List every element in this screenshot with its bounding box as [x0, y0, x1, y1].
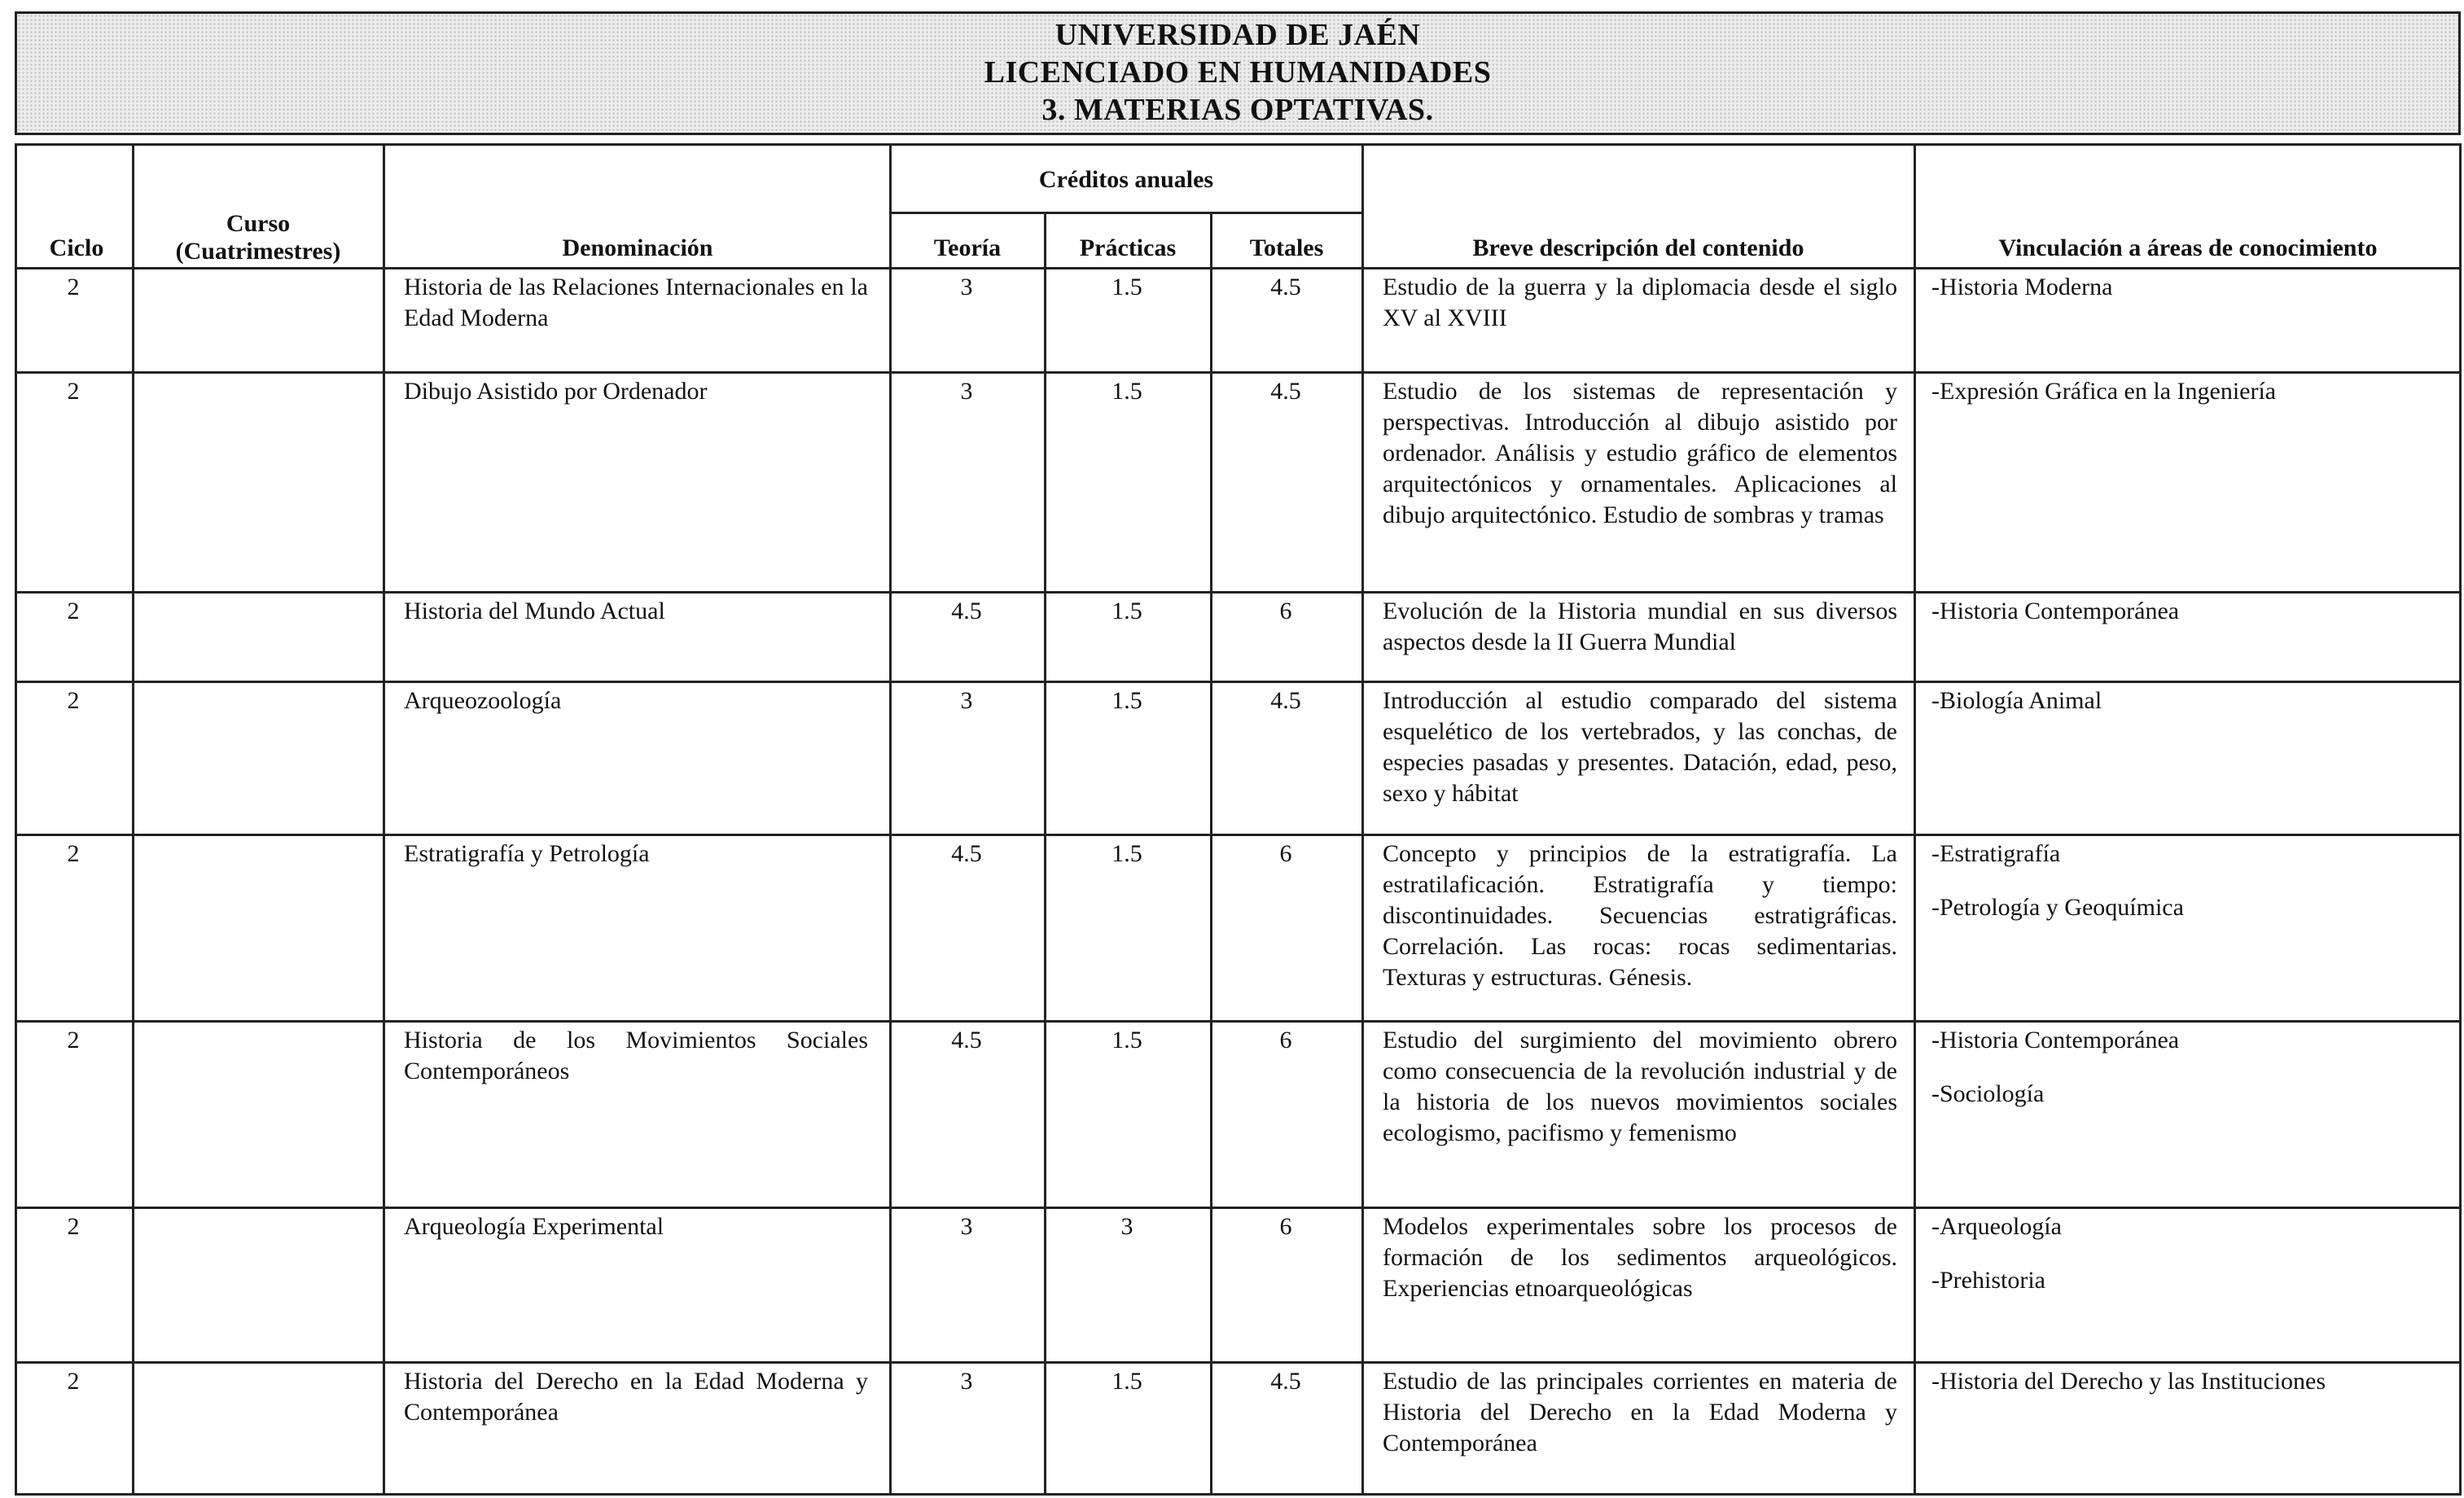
cell-denominacion: Arqueología Experimental: [404, 1213, 664, 1240]
table-rule: [15, 591, 2462, 594]
knowledge-area: -Historia Contemporánea: [1931, 598, 2180, 624]
cell-denominacion: Historia del Derecho en la Edad Moderna y Contemporánea: [404, 1368, 868, 1426]
cell-teoria: 4.5: [951, 598, 982, 624]
knowledge-area: -Historia Moderna: [1931, 274, 2113, 300]
cell-denominacion: Arqueozoología: [404, 687, 562, 714]
cell-teoria: 3: [960, 378, 973, 405]
header-ciclo: Ciclo: [49, 234, 104, 261]
table-divider: [2459, 143, 2462, 1496]
cell-totales: 6: [1279, 598, 1292, 624]
cell-ciclo: 2: [67, 378, 80, 405]
cell-ciclo: 2: [67, 598, 80, 624]
cell-teoria: 3: [960, 1213, 973, 1240]
header-teoria: Teoría: [933, 234, 1002, 261]
knowledge-area: -Biología Animal: [1931, 687, 2102, 714]
cell-vinculacion: [1931, 596, 2449, 627]
cell-teoria: 3: [960, 687, 973, 714]
header-curso-line1: Curso: [226, 210, 291, 237]
cell-descripcion: Modelos experimentales sobre los procesos de formación de los sedimentos arqueológicos. Experiencias etnoarqueológicas: [1383, 1213, 1897, 1302]
cell-totales: 6: [1279, 840, 1292, 867]
cell-ciclo: 2: [67, 687, 80, 714]
knowledge-area: -Prehistoria: [1931, 1267, 2045, 1294]
cell-practicas: 1.5: [1111, 274, 1142, 300]
cell-totales: 4.5: [1270, 274, 1301, 300]
cell-practicas: 3: [1120, 1213, 1133, 1240]
document-header: [15, 11, 2461, 135]
table-divider: [383, 143, 385, 1496]
cell-totales: 6: [1279, 1213, 1292, 1240]
header-practicas: Prácticas: [1079, 234, 1177, 261]
table-divider: [1361, 143, 1364, 1496]
cell-vinculacion: [1931, 839, 2449, 923]
knowledge-area: -Expresión Gráfica en la Ingeniería: [1931, 378, 2277, 405]
header-curso-line2: (Cuatrimestres): [175, 238, 341, 265]
table-divider: [1044, 212, 1046, 1496]
cell-practicas: 1.5: [1111, 1027, 1142, 1053]
cell-vinculacion: [1931, 272, 2449, 303]
cell-ciclo: 2: [67, 1213, 80, 1240]
cell-vinculacion: [1931, 685, 2449, 716]
table-rule: [15, 371, 2462, 374]
cell-descripcion: Estudio de la guerra y la diplomacia desde el siglo XV al XVIII: [1383, 274, 1897, 331]
cell-vinculacion: [1931, 1025, 2449, 1110]
cell-denominacion: Historia del Mundo Actual: [404, 598, 665, 624]
table-divider: [132, 143, 134, 1496]
table-divider: [1210, 212, 1212, 1496]
table-rule: [15, 1361, 2462, 1364]
cell-teoria: 3: [960, 274, 973, 300]
table-divider: [1914, 143, 1916, 1496]
cell-descripcion: Evolución de la Historia mundial en sus diversos aspectos desde la II Guerra Mundial: [1383, 598, 1897, 655]
header-creditos-anuales: Créditos anuales: [1038, 166, 1214, 193]
degree-title: LICENCIADO EN HUMANIDADES: [984, 55, 1492, 90]
cell-denominacion: Historia de las Relaciones Internacionales en la Edad Moderna: [404, 274, 868, 331]
knowledge-area: -Historia del Derecho y las Instituciones: [1931, 1368, 2326, 1395]
cell-ciclo: 2: [67, 274, 80, 300]
cell-practicas: 1.5: [1111, 378, 1142, 405]
cell-vinculacion: [1931, 1366, 2449, 1397]
table-divider: [889, 143, 892, 1496]
subjects-table: [15, 143, 2461, 1495]
table-rule: [15, 681, 2462, 683]
cell-descripcion: Concepto y principios de la estratigrafía. La estratilaficación. Estratigrafía y tiempo: discontinuidades. Secuencias estratigráficas. Correlación. Las rocas: rocas sedimentarias. Texturas y estructuras. Génesis.: [1383, 840, 1897, 991]
cell-totales: 4.5: [1270, 378, 1301, 405]
cell-ciclo: 2: [67, 1027, 80, 1053]
table-rule: [15, 1020, 2462, 1023]
cell-vinculacion: [1931, 1211, 2449, 1296]
cell-practicas: 1.5: [1111, 840, 1142, 867]
header-curso: [134, 210, 383, 265]
cell-vinculacion: [1931, 376, 2449, 407]
table-rule: [15, 267, 2462, 269]
cell-teoria: 3: [960, 1368, 973, 1395]
header-denominacion: Denominación: [562, 234, 713, 261]
cell-descripcion: Estudio del surgimiento del movimiento obrero como consecuencia de la revolución industrial y de la historia de los nuevos movimientos sociales ecologismo, pacifismo y femenismo: [1383, 1027, 1897, 1146]
cell-denominacion: Historia de los Movimientos Sociales Contemporáneos: [404, 1027, 868, 1084]
header-totales: Totales: [1249, 234, 1324, 261]
cell-descripcion: Estudio de las principales corrientes en materia de Historia del Derecho en la Edad Moderna y Contemporánea: [1383, 1368, 1897, 1456]
knowledge-area: -Sociología: [1931, 1080, 2045, 1107]
cell-totales: 4.5: [1270, 1368, 1301, 1395]
cell-teoria: 4.5: [951, 840, 982, 867]
table-rule: [15, 1493, 2462, 1496]
cell-totales: 4.5: [1270, 687, 1301, 714]
cell-ciclo: 2: [67, 1368, 80, 1395]
knowledge-area: -Arqueología: [1931, 1213, 2062, 1240]
table-rule: [15, 1207, 2462, 1209]
university-name: UNIVERSIDAD DE JAÉN: [1054, 18, 1421, 52]
knowledge-area: -Historia Contemporánea: [1931, 1027, 2180, 1053]
cell-ciclo: 2: [67, 840, 80, 867]
header-vinculacion: Vinculación a áreas de conocimiento: [1998, 234, 2378, 261]
table-rule: [15, 143, 2462, 146]
cell-totales: 6: [1279, 1027, 1292, 1053]
knowledge-area: -Petrología y Geoquímica: [1931, 894, 2184, 921]
cell-teoria: 4.5: [951, 1027, 982, 1053]
cell-practicas: 1.5: [1111, 687, 1142, 714]
section-title: 3. MATERIAS OPTATIVAS.: [1041, 93, 1434, 127]
cell-denominacion: Dibujo Asistido por Ordenador: [404, 378, 708, 405]
cell-practicas: 1.5: [1111, 1368, 1142, 1395]
header-descripcion: Breve descripción del contenido: [1472, 234, 1804, 261]
table-rule: [15, 834, 2462, 836]
knowledge-area: -Estratigrafía: [1931, 840, 2061, 867]
table-rule: [889, 212, 1364, 214]
cell-descripcion: Estudio de los sistemas de representación y perspectivas. Introducción al dibujo asistido por ordenador. Análisis y estudio gráfico de elementos arquitectónicos y ornamentales. Aplicaciones al dibujo arquitectónico. Estudio de sombras y tramas: [1383, 378, 1897, 528]
cell-descripcion: Introducción al estudio comparado del sistema esquelético de los vertebrados, y las conchas, de especies pasadas y presentes. Datación, edad, peso, sexo y hábitat: [1383, 687, 1897, 807]
table-divider: [15, 143, 17, 1496]
cell-practicas: 1.5: [1111, 598, 1142, 624]
cell-denominacion: Estratigrafía y Petrología: [404, 840, 650, 867]
